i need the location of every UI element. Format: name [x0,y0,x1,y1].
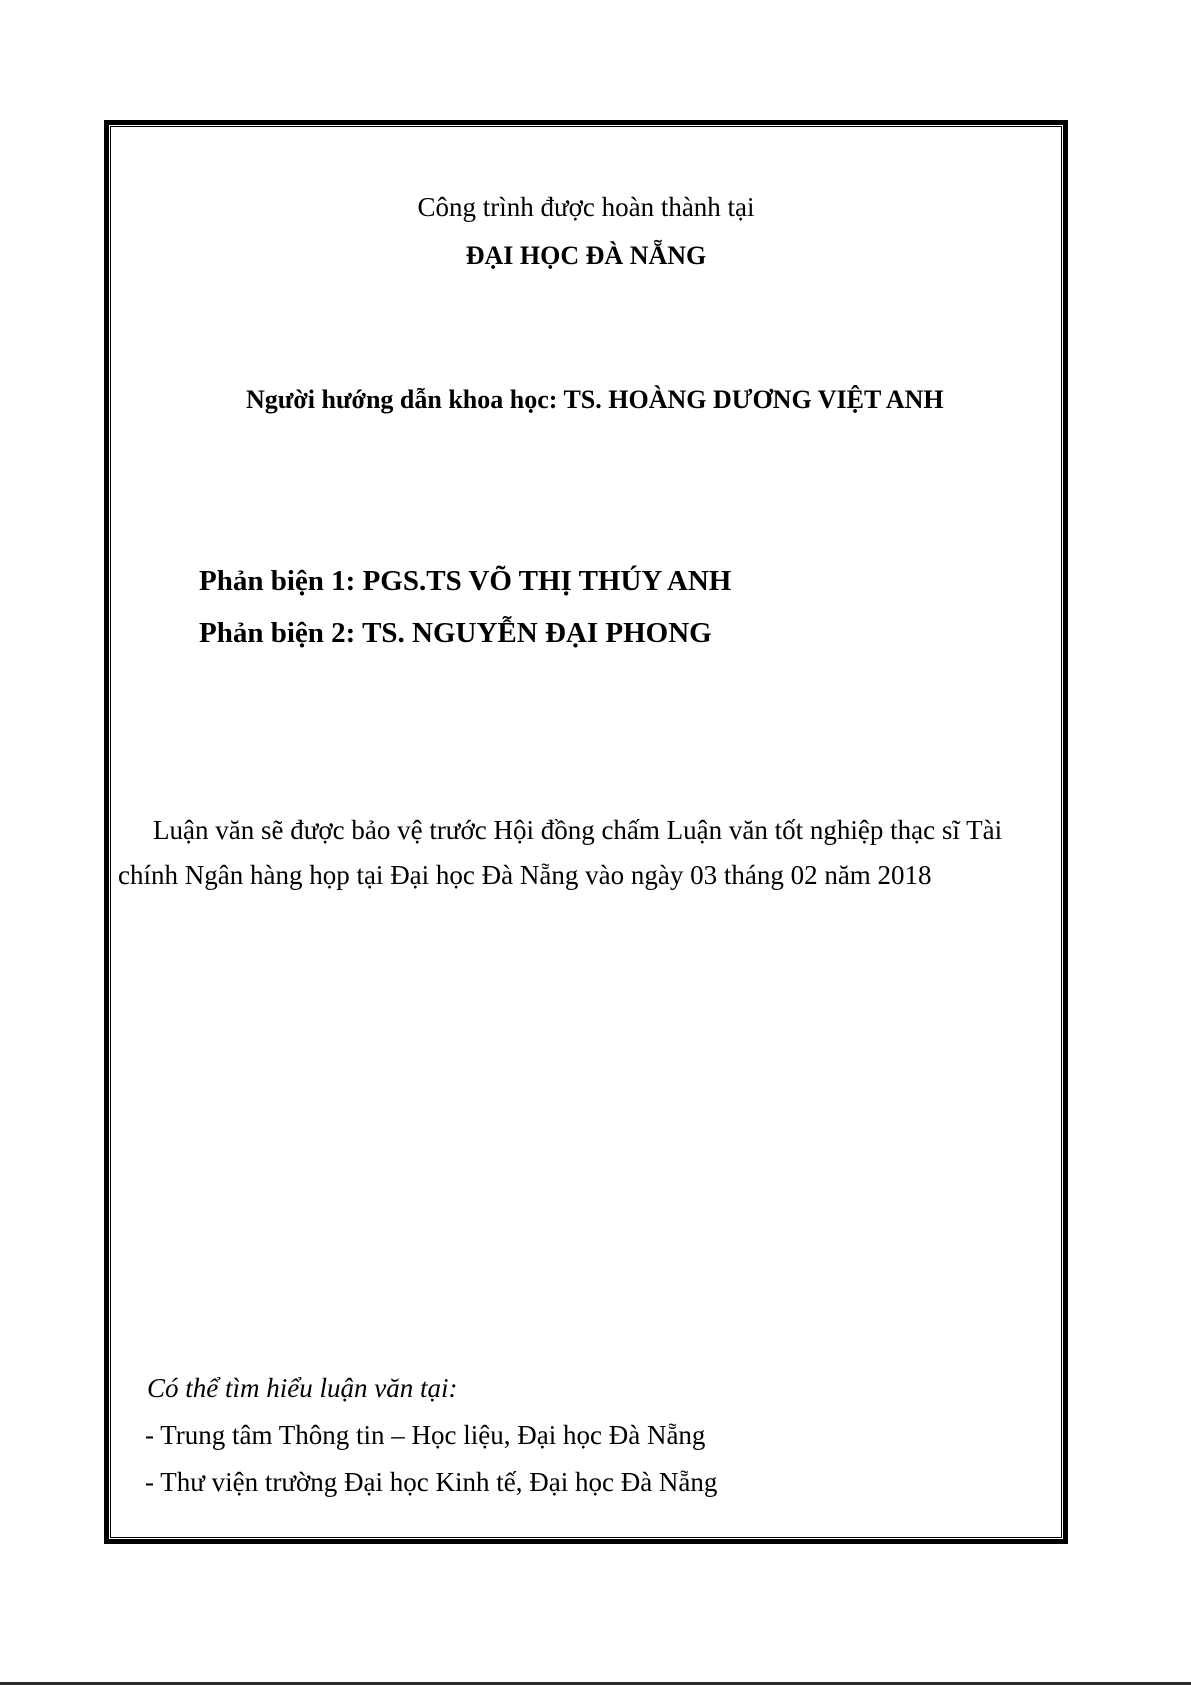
availability-location-1: - Trung tâm Thông tin – Học liệu, Đại học Đà Nẵng [145,1420,706,1450]
reviewer-1-name: PGS.TS VÕ THỊ THÚY ANH [362,565,732,597]
defense-paragraph-line-1: Luận văn sẽ được bảo vệ trước Hội đồng chấm Luận văn tốt nghiệp thạc sĩ Tài [153,815,1003,845]
reviewer-2-label: Phản biện 2: [199,617,356,649]
reviewer-2-name: TS. NGUYỄN ĐẠI PHONG [362,617,712,649]
supervisor-name: TS. HOÀNG DƯƠNG VIỆT ANH [563,385,944,414]
reviewer-1-label: Phản biện 1: [199,565,356,597]
supervisor-label: Người hướng dẫn khoa học: [246,385,558,414]
defense-paragraph-line-2: chính Ngân hàng họp tại Đại học Đà Nẵng vào ngày 03 tháng 02 năm 2018 [118,860,932,890]
completed-at-text: Công trình được hoàn thành tại [417,192,755,222]
availability-location-2: - Thư viện trường Đại học Kinh tế, Đại học Đà Nẵng [145,1467,718,1497]
university-title: ĐẠI HỌC ĐÀ NẴNG [465,241,707,270]
reviewer-1-line [199,567,731,596]
supervisor-line [246,387,944,413]
reviewer-2-line [199,619,712,648]
availability-heading: Có thể tìm hiểu luận văn tại: [147,1373,458,1403]
